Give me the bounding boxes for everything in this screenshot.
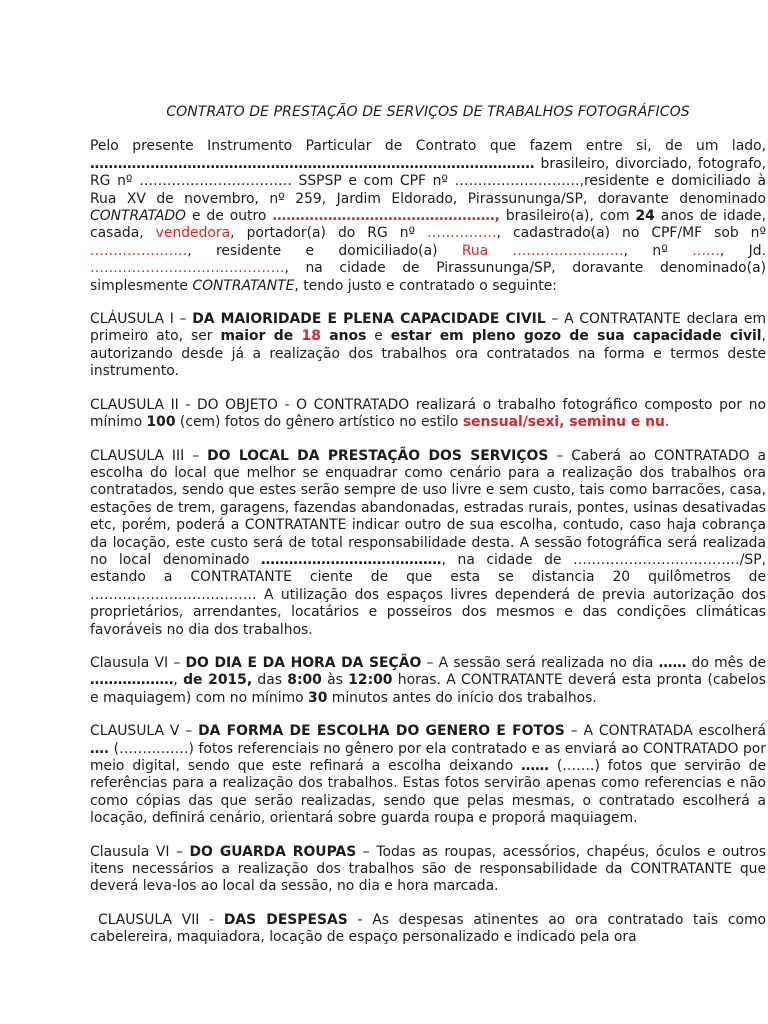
contract-title: CONTRATO DE PRESTAÇÃO DE SERVIÇOS DE TRABALHOS FOTOGRÁFICOS [166,104,690,120]
term-contratante: CONTRATANTE [192,277,295,294]
intro-paragraph [90,138,766,295]
blank-neighborhood: …………………………………… [90,260,285,277]
text: – Caberá ao CONTRATADO a escolha do local que melhor se enquadrar como cenário para a realização dos trabalhos ora contratados, sendo que estes serão sempre de uso livre e sem custo, tais como barracões, casa, estações de trem, garagens, fazendas abandonadas, estradas rurais, pontes, usinas desativadas etc, porém, poderá a CONTRATANTE indicar outro de sua escolha, contudo, caso haja cobrança da locação, este custo será de total responsabilidade desta. A sessão fotográfica será realizada no local denominado [90,447,766,568]
clause-heading: DO DIA E DA HORA DA SEÇÃO [185,654,422,671]
text: e [366,328,391,345]
text: . [664,414,670,431]
clause-5 [90,723,766,827]
text: , na cidade de Pirassununga/SP, doravante denominado(a) simplesmente [90,260,766,294]
clause-1 [90,311,766,381]
text: e de outro [186,208,273,225]
text: , [719,242,749,259]
blank-rg: …………… [427,225,497,242]
blank-quantity: …. [90,740,110,757]
text: – A CONTRATANTE declara em primeiro ato, ser [90,311,767,345]
text: anos de idade, casada, [90,208,767,242]
text: brasileiro, divorciado, fotografo, RG nº …………………………… SSPSP e com CPF nº ………………………,residente e domiciliado à Rua XV de novembro, nº 259, Jardim Eldorado, Pirassununga/SP, doravante denominado [90,155,766,207]
clause-label: Clausula VI – [90,843,190,860]
text: das [252,672,288,689]
start-time: 8:00 [287,672,322,689]
minutes-before: 30 [308,689,328,706]
clause-6 [90,844,766,896]
text: estar em pleno gozo de sua capacidade civil [390,328,762,345]
contratante-age: 24 [635,208,655,225]
clause-heading: DA FORMA DE ESCOLHA DO GENERO E FOTOS [198,723,565,740]
contract-document [90,104,766,947]
term-contratado: CONTRATADO [90,208,186,225]
clause-label: CLÁUSULA I – [90,311,193,328]
blank-contratante-name: …………………………………………, [272,208,500,225]
text: , na cidade de ………………………………/SP, estando a CONTRATANTE ciente de que esta se distancia 20 quilômetros de ……………………………… A utilização dos espaços livres dependerá de previa autorização dos proprietários, arrendantes, locatários e posseiros dos mesmos e das condições climáticas favoráveis no dia dos trabalhos. [90,551,766,638]
text: – A sessão será realizada no dia [421,654,659,671]
clause-label: CLAUSULA VII - [98,911,224,928]
text: CLAUSULA II - DO OBJETO - O CONTRATADO realizará o trabalho fotográfico composto por no mínimo [90,396,766,431]
text: horas. A CONTRATANTE deverá esta pronta (cabelos e maquiagem) com no mínimo [90,672,766,706]
blank-month: ……………… [90,672,174,689]
clause-heading: DO GUARDA ROUPAS [189,843,357,860]
clause-2 [90,397,766,432]
clause-3 [90,448,766,639]
text: maior de [220,328,302,345]
text: , autorizando desde já a realização dos trabalhos ora contratados na forma e termos deste instrumento. [90,328,766,380]
clause-heading: DO LOCAL DA PRESTAÇÃO DOS SERVIÇOS [207,447,549,464]
clause-label: Clausula VI – [90,654,186,671]
blank-contratado-name: …………………………………………………………………………………… [90,155,535,172]
text: , portador(a) do RG nº [230,225,428,242]
blank-day: …… [658,654,687,671]
end-time: 12:00 [348,672,393,689]
clause-heading: DAS DESPESAS [223,911,348,928]
clause-heading: DA MAIORIDADE E PLENA CAPACIDADE CIVIL [192,311,546,328]
text: (……………) fotos referenciais no gênero por ela contratado e as enviará ao CONTRATADO por meio digital, sendo que este refinará a escolha deixando [90,740,766,774]
photo-style: sensual/sexi, seminu e nu [462,414,665,431]
contratante-profession: vendedora [155,225,231,242]
blank-quantity: …… [521,758,549,774]
blank-street: Rua …………………… [461,242,624,259]
year: de 2015, [183,672,253,689]
text: , tendo justo e contratado o seguinte: [294,277,557,294]
text: , residente e domiciliado(a) [187,242,462,259]
text: Jd. [748,242,766,259]
photo-quantity: 100 [146,414,176,431]
text: anos [320,328,367,345]
clause-label: CLAUSULA III – [90,447,208,464]
text: às [321,672,349,689]
text: – Todas as roupas, acessórios, chapéus, óculos e outros itens necessários a realização dos trabalhos são de responsabilidade da CONTRATANTE que deverá leva-los ao local da sessão, no dia e hora marcada. [90,843,766,895]
text: , nº [623,242,693,259]
text: , cadastrado(a) no CPF/MF sob nº [496,225,767,242]
text: brasileiro(a), com [499,208,636,225]
text: (cem) fotos do gênero artístico no estilo [175,414,463,431]
text: , [173,672,184,689]
text: Pelo presente Instrumento Particular de Contrato que fazem entre si, de um lado, [90,138,766,155]
blank-location: ………………………………… [260,551,442,568]
blank-number: …… [692,242,720,259]
text: do mês de [686,654,766,671]
clause-4 [90,655,766,707]
clause-7 [90,912,766,947]
text: (…….) fotos que servirão de referências para a realização dos trabalhos. Estas fotos servirão apenas como referencias e não como cópias das que serão realizadas, sendo que pelas mesmas, o contratado escolherá a locação, definirá cenário, orientará sobre guarda roupa e proporá maquiagem. [90,758,766,827]
text: – A CONTRATADA escolherá [564,723,766,740]
text: minutos antes do início dos trabalhos. [327,689,597,706]
clause-label: CLAUSULA V – [90,723,199,740]
blank-cpf: ………………… [90,242,188,259]
minimum-age: 18 [301,328,321,345]
text: - As despesas atinentes ao ora contratado tais como cabelereira, maquiadora, locação de espaço personalizado e indicado pela ora [90,911,766,946]
